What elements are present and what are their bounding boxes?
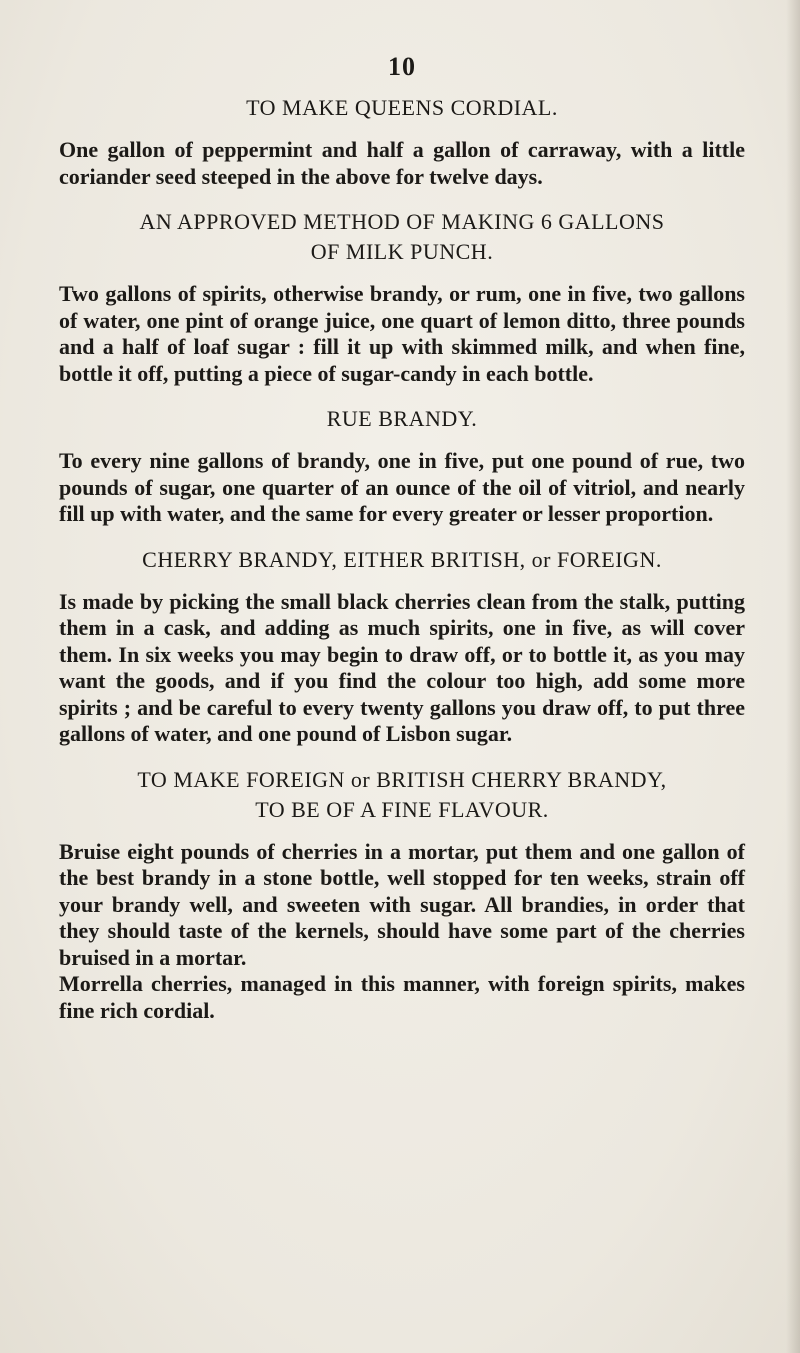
section-body-fine-cherry-brandy: Bruise eight pounds of cherries in a mortar, put them and one gallon of the best brandy in a stone bottle, well stopped for ten weeks, strain off your brandy well, and sweeten with sugar. All brandies, in order that they should taste of the kernels, should have some part of the cherries bruised in a mortar. (59, 838, 745, 970)
page-number: 10 (388, 52, 416, 81)
section-body-morrella-cherries: Morrella cherries, managed in this manner, with foreign spirits, makes fine rich cordial. (59, 971, 745, 1023)
section-title-milk-punch-line1: AN APPROVED METHOD OF MAKING 6 GALLONS (139, 209, 665, 234)
section-body-cherry-brandy: Is made by picking the small black cherries clean from the stalk, putting them in a cask, and adding as much spirits, one in five, as will cover them. In six weeks you may begin to draw off, or to bottle it, as you may want the goods, and if you find the colour too high, add some more spirits ; and be careful to every twenty gallons you draw off, to put three gallons of water, and one pound of Lisbon sugar. (59, 588, 745, 746)
section-body-milk-punch: Two gallons of spirits, otherwise brandy, or rum, one in five, two gallons of water, one pint of orange juice, one quart of lemon ditto, three pounds and a half of loaf sugar : fill it up with skimmed milk, and when fine, bottle it off, putting a piece of sugar-candy in each bottle. (59, 281, 745, 386)
section-title-fine-cherry-brandy-line1: TO MAKE FOREIGN or BRITISH CHERRY BRANDY, (137, 766, 667, 792)
page-content (59, 52, 745, 1024)
section-title-cherry-brandy: CHERRY BRANDY, EITHER BRITISH, or FOREIGN. (142, 546, 662, 572)
section-title-milk-punch-line2: OF MILK PUNCH. (310, 239, 494, 264)
page-edge-shadow (786, 0, 800, 1353)
section-body-rue-brandy: To every nine gallons of brandy, one in five, put one pound of rue, two pounds of sugar, one quarter of an ounce of the oil of vitriol, and nearly fill up with water, and the same for every greater or lesser proportion. (59, 448, 745, 526)
section-title-fine-cherry-brandy-line2: TO BE OF A FINE FLAVOUR. (255, 796, 549, 822)
section-title-rue-brandy: RUE BRANDY. (326, 406, 478, 431)
section-body-queens-cordial: One gallon of peppermint and half a gallon of carraway, with a little coriander seed steeped in the above for twelve days. (59, 137, 745, 189)
section-title-queens-cordial: TO MAKE QUEENS CORDIAL. (246, 95, 558, 120)
